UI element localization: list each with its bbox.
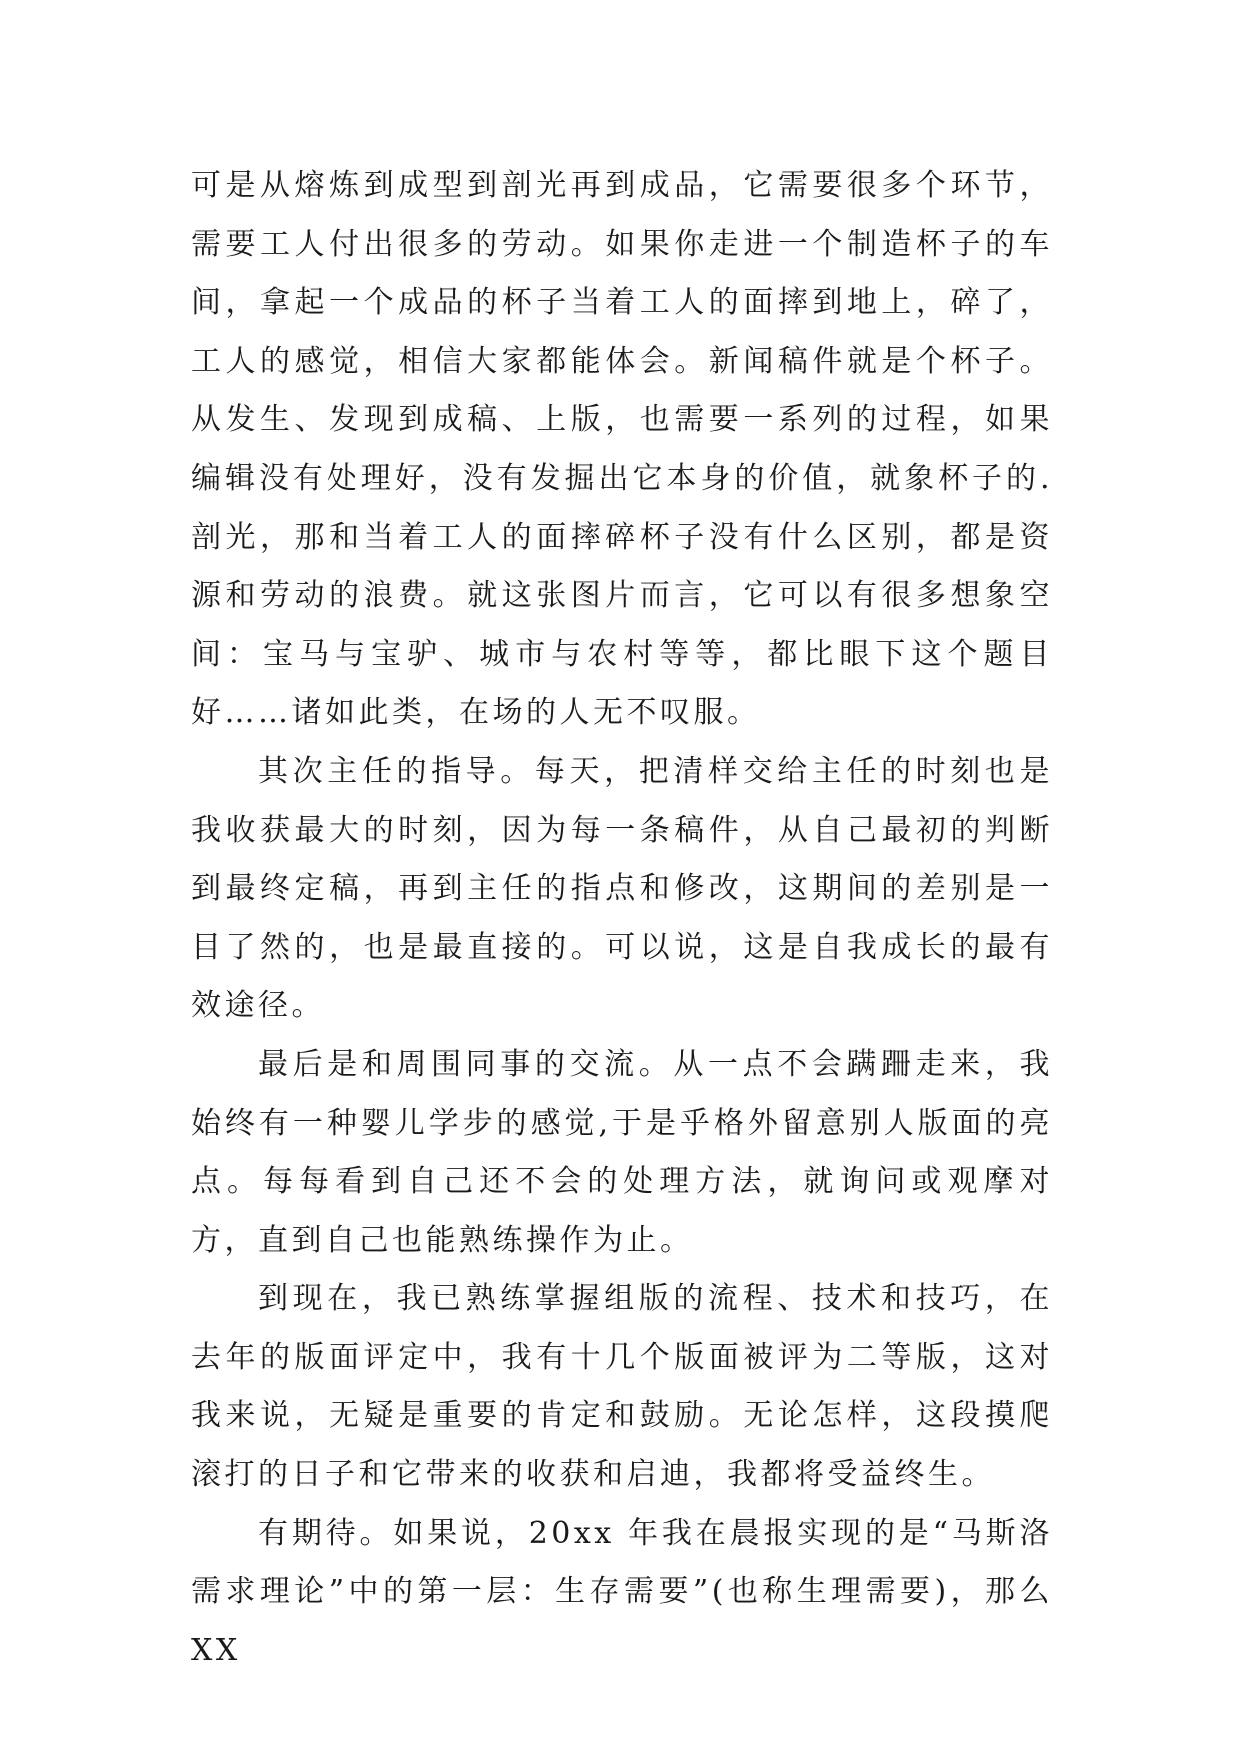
paragraph-4: 到现在，我已熟练掌握组版的流程、技术和技巧，在去年的版面评定中，我有十几个版面被评为二等版，这对我来说，无疑是重要的肯定和鼓励。无论怎样，这段摸爬滚打的日子和它带来的收获和启迪，我都将受益终生。 (191, 1281, 1053, 1493)
paragraph-3: 最后是和周围同事的交流。从一点不会蹒跚走来，我始终有一种婴儿学步的感觉,于是乎格外留意别人版面的亮点。每每看到自己还不会的处理方法，就询问或观摩对方，直到自己也能熟练操作为止。 (191, 1046, 1053, 1258)
paragraph-2: 其次主任的指导。每天，把清样交给主任的时刻也是我收获最大的时刻，因为每一条稿件，从自己最初的判断到最终定稿，再到主任的指点和修改，这期间的差别是一目了然的，也是最直接的。可以说，这是自我成长的最有效途径。 (191, 753, 1053, 1024)
document-body (191, 157, 1053, 1680)
paragraph-5: 有期待。如果说，20xx 年我在晨报实现的是“马斯洛需求理论”中的第一层：生存需要”(也称生理需要)，那么XX (191, 1515, 1053, 1668)
paragraph-1: 可是从熔炼到成型到剖光再到成品，它需要很多个环节，需要工人付出很多的劳动。如果你走进一个制造杯子的车间，拿起一个成品的杯子当着工人的面摔到地上，碎了，工人的感觉，相信大家都能体会。新闻稿件就是个杯子。从发生、发现到成稿、上版，也需要一系列的过程，如果编辑没有处理好，没有发掘出它本身的价值，就象杯子的.剖光，那和当着工人的面摔碎杯子没有什么区别，都是资源和劳动的浪费。就这张图片而言，它可以有很多想象空间：宝马与宝驴、城市与农村等等，都比眼下这个题目好……诸如此类，在场的人无不叹服。 (191, 168, 1053, 731)
